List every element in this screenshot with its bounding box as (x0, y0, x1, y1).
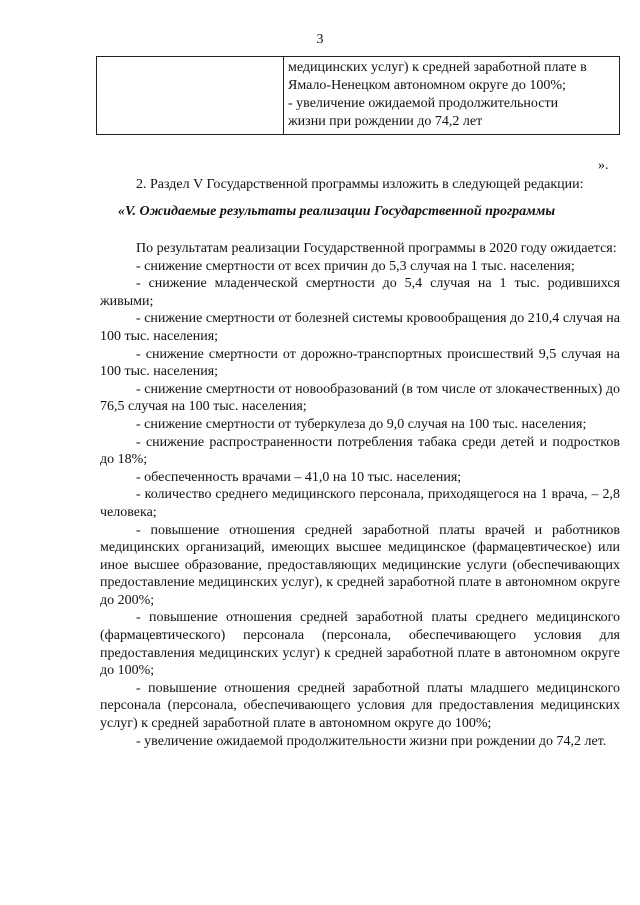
table-line: Ямало-Ненецком автономном округе до 100%; (288, 78, 566, 93)
list-item: - снижение младенческой смертности до 5,4 случая на 1 тыс. родившихся живыми; (100, 276, 620, 309)
list-item: - повышение отношения средней заработной платы младшего медицинского персонала (персонала, обеспечивающего условия для предоставления медицинских услуг) к средней заработной плате в автономном округе до 100%; (100, 680, 620, 732)
list-item: - снижение смертности от всех причин до 5,3 случая на 1 тыс. населения; (136, 258, 575, 274)
table-row (97, 57, 620, 135)
list-item: - повышение отношения средней заработной платы среднего медицинского (фармацевтического) персонала (персонала, обеспечивающего условия для предоставления медицинских услуг) к средней заработной плате в автономном округе до 100%; (100, 610, 620, 679)
list-item: - увеличение ожидаемой продолжительности жизни при рождении до 74,2 лет. (136, 733, 607, 749)
page-number: 3 (316, 32, 324, 47)
section-paragraph (100, 176, 620, 194)
list-item: - количество среднего медицинского персонала, приходящегося на 1 врача, – 2,8 человека; (100, 487, 620, 520)
list-item: - обеспеченность врачами – 41,0 на 10 тыс. населения; (136, 469, 462, 485)
list-item: - снижение смертности от дорожно-транспортных происшествий 9,5 случая на 100 тыс. населения; (100, 346, 620, 380)
section-heading: «V. Ожидаемые результаты реализации Государственной программы (118, 204, 556, 219)
closing-quote: ». (598, 158, 609, 173)
list-item: - повышение отношения средней заработной платы врачей и работников медицинских организаций, имеющих высшее медицинское (фармацевтическое) или иное высшее образование, предоставляющих медицинские услуги (обеспечивающих предоставление медицинских услуг), к средней заработной плате в автономном округе до 200%; (100, 522, 620, 608)
table-line: медицинских услуг) к средней заработной плате в (288, 60, 587, 75)
table-line: - увеличение ожидаемой продолжительности (288, 96, 559, 111)
results-list (100, 240, 620, 750)
continued-table (96, 56, 620, 135)
section-paragraph-text: 2. Раздел V Государственной программы изложить в следующей редакции: (136, 177, 584, 192)
table-cell-empty (97, 57, 284, 135)
list-item: - снижение смертности от новообразований (в том числе от злокачественных) до 76,5 случая на 100 тыс. населения; (100, 381, 620, 415)
list-item: - снижение смертности от болезней системы кровообращения до 210,4 случая на 100 тыс. населения; (100, 311, 620, 344)
table-cell-text (284, 57, 620, 135)
intro-paragraph: По результатам реализации Государственной программы в 2020 году ожидается: (136, 241, 617, 256)
list-item: - снижение распространенности потребления табака среди детей и подростков до 18%; (100, 434, 620, 468)
table-line: жизни при рождении до 74,2 лет (288, 114, 483, 129)
list-item: - снижение смертности от туберкулеза до 9,0 случая на 100 тыс. населения; (136, 416, 587, 432)
